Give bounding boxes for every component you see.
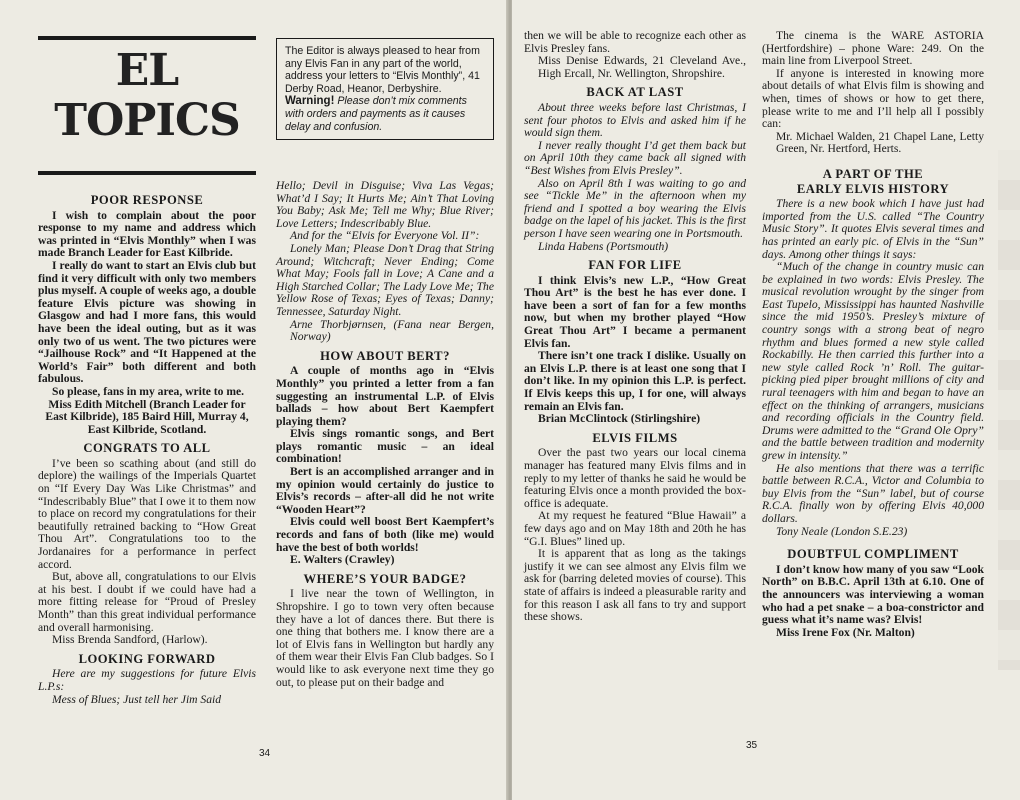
bert-p3: Bert is an accomplished arranger and in my opinion would certainly do justice to Elvis’s records – after-all did he not write “Wooden Heart”? [276, 465, 494, 516]
back-at-last-p2: I never really thought I’d get them back but on April 10th they came back all signed with “Best Wishes from Elvis Presley”. [524, 138, 746, 177]
fan-for-life-signature: Brian McClintock (Stirlingshire) [538, 412, 701, 426]
congrats-p2: But, above all, congratulations to our Elvis at his best. I doubt if we could have had a more fitting release for “Proud of Presley Month” than this great individual performance and overall harmonising. [38, 570, 256, 634]
right-page-column-2 [762, 30, 984, 639]
bert-p2: Elvis sings romantic songs, and Bert plays romantic music – an ideal combination! [276, 427, 494, 466]
heading-back-at-last: BACK AT LAST [586, 85, 684, 100]
early-history-p3: He also mentions that there was a terrific battle between R.C.A., Victor and Columbia to buy Elvis from the “Sun” label, but of course R.C.A. finally won by offering Elvis 40,000 dollars. [762, 461, 984, 525]
bert-p1: A couple of months ago in “Elvis Monthly” you printed a letter from a fan suggesting an instrumental L.P. of Elvis ballads – how about Bert Kaempfert playing them? [276, 364, 494, 428]
editor-warning-label: Warning! [285, 95, 335, 108]
left-page [0, 0, 508, 800]
suggestions-p2: And for the “Elvis for Everyone Vol. II”: [290, 229, 480, 243]
heading-doubtful-compliment: DOUBTFUL COMPLIMENT [787, 547, 959, 562]
heading-early-history-line-1: A PART OF THE [822, 166, 924, 181]
heading-elvis-films: ELVIS FILMS [592, 430, 678, 445]
editor-notice-box [276, 38, 494, 140]
suggestions-signature: Arne Thorbjørnsen, (Fana near Bergen, Norway) [290, 317, 494, 344]
fan-for-life-p2: There isn’t one track I dislike. Usually on an Elvis L.P. there is at least one song that I don’t like. In my opinion this L.P. is perfect. If Elvis keeps this up, I for one, will always remain an Elvis fan. [524, 349, 746, 413]
heading-looking-forward: LOOKING FORWARD [78, 651, 216, 666]
doubtful-compliment-p1: I don’t know how many of you saw “Look North” on B.B.C. April 13th at 6.10. One of the announcers was interviewing a woman who had a pet snake – a boa-constrictor and guess what it’s name was? Elvis! [762, 562, 984, 627]
heading-fan-for-life: FAN FOR LIFE [588, 258, 682, 273]
poor-response-p2: I really do want to start an Elvis club but find it very difficult with only two members plus myself. A couple of weeks ago, a double feature Elvis picture was showing in Glasgow and had I more fans, this would have been the ideal outing, but as it was only two of us went. The two pictures were “Jailhouse Rock” and “It Happened at the World’s Fair” both different and both fabulous. [38, 258, 256, 386]
elvis-films-p3: It is apparent that as long as the takings justify it we can see almost any Elvis film we ask for (barring deleted movies of course). This state of affairs is indeed a pleasurable rarity and for this reason I ask all fans to try and support these shows. [524, 547, 746, 624]
elvis-films-p4: The cinema is the WARE ASTORIA (Hertfordshire) – phone Ware: 249. On the main line from Liverpool Street. [762, 29, 984, 68]
bert-signature: E. Walters (Crawley) [290, 553, 395, 567]
early-history-p2: “Much of the change in country music can be explained in two words: Elvis Presley. The musical revolution wrought by the singer from East Tupelo, Mississippi has haunted Nashville since the mid 1950’s. Presley’s mixture of country songs with a strong beat of negro rhythm and blues formed a new style called Rockabilly. He then carried this further into a new style called Rock ’n’ Roll. The guitar-picking pied piper brought millions of city and rural teenagers with him and began to have an effect on the thinking of arrangers, musicians and recording officials in the Country field. Drums were admitted to the “Grand Ole Opry” and the battle between tradition and modernity grew in intensity.” [762, 260, 984, 462]
heading-poor-response: POOR RESPONSE [90, 193, 204, 207]
page-number-right: 35 [746, 740, 758, 751]
congrats-p1: I’ve been so scathing about (and still do deplore) the wailings of the Imperials Quartet on “If Every Day Was Like Christmas” and “Indescribably Blue” that I owe it to them now to place on record my congratulations for their beautifully retrained backing to “How Great Thou Art”. Congratulations too to the Jordanaires for a performance in perfect accord. [38, 456, 256, 571]
poor-response-p1: I wish to complain about the poor response to my name and address which was printed in “Elvis Monthly” when I was made Branch Leader for East Kilbride. [38, 208, 256, 260]
masthead-bottom-rule [38, 171, 256, 175]
heading-how-about-bert: HOW ABOUT BERT? [320, 348, 450, 363]
elvis-films-p5: If anyone is interested in knowing more about details of what Elvis film is showing and when, times of shows or how to get there, please write to me and I’ll help all I possibly can: [762, 66, 984, 131]
masthead [38, 40, 256, 146]
masthead-line-2: TOPICS [54, 95, 240, 146]
editor-notice-text: The Editor is always pleased to hear from any Elvis Fan in any part of the world, address your letters to “Elvis Monthly”, 41 Derby Road, Heanor, Derbyshire. [285, 45, 480, 95]
left-page-column-1 [38, 188, 256, 706]
early-history-p1: There is a new book which I have just had imported from the U.S. called “The Country Music Story”. It quotes Elvis several times and has printed an early pic. of Elvis in the “Sun” days. Among other things it says: [762, 197, 984, 261]
suggestions-p3: Lonely Man; Please Don’t Drag that String Around; Witchcraft; Never Ending; Come What May; Fools fall in Love; A Cane and a High Starched Collar; The Lady Love Me; The Yellow Rose of Texas; Eyes of Texas; Danny; Tennessee, Saturday Night. [276, 241, 494, 318]
early-history-signature: Tony Neale (London S.E.23) [776, 524, 908, 538]
congrats-signature: Miss Brenda Sandford, (Harlow). [52, 633, 208, 647]
editor-warning-text: Please don’t mix comments with orders and payments as it causes delay and confusion. [285, 95, 467, 133]
back-at-last-p3: Also on April 8th I was waiting to go and see “Tickle Me” in the afternoon when my friend and I spotted a boy wearing the Elvis badge on the lapel of his jacket. This is the first person I have seen wearing one in Portsmouth. [524, 176, 746, 240]
badge-signature: Miss Denise Edwards, 21 Cleveland Ave., High Ercall, Nr. Wellington, Shropshire. [538, 54, 746, 80]
elvis-films-p2: At my request he featured “Blue Hawaii” a few days ago and on May 18th and 20th he has “G.I. Blues” lined up. [524, 509, 746, 548]
masthead-line-1: EL [115, 45, 179, 96]
badge-p1: I live near the town of Wellington, in Shropshire. I go to town very often because they have a lot of dances there. But there is one thing that bothers me. I know there are a lot of Elvis fans in Wellington but hardly any of them wear their Elvis Fan Club badges. So I would like to ask everyone next time they go out, to please put on their badge and [276, 587, 494, 689]
heading-early-history-line-2: EARLY ELVIS HISTORY [796, 181, 950, 196]
fan-for-life-p1: I think Elvis’s new L.P., “How Great Thou Art” is the best he has ever done. I have been a sort of fan for a few months now, but when my brother played “How Great Thou Art” I became a permanent Elvis fan. [524, 273, 746, 350]
bert-p4: Elvis could well boost Bert Kaempfert’s records and fans of both (like me) would have the best of both worlds! [276, 515, 494, 554]
badge-p2: then we will be able to recognize each other as Elvis Presley fans. [524, 29, 746, 55]
elvis-films-signature: Mr. Michael Walden, 21 Chapel Lane, Letty Green, Nr. Hertford, Herts. [776, 129, 984, 156]
page-number-left: 34 [259, 748, 271, 759]
right-page-column-1 [524, 30, 746, 624]
left-page-column-2 [276, 180, 494, 689]
show-through-shadow [998, 150, 1020, 670]
heading-wheres-your-badge: WHERE’S YOUR BADGE? [303, 571, 467, 586]
back-at-last-signature: Linda Habens (Portsmouth) [538, 239, 669, 253]
doubtful-compliment-signature: Miss Irene Fox (Nr. Malton) [776, 625, 915, 639]
poor-response-signature: Miss Edith Mitchell (Branch Leader for East Kilbride), 185 Baird Hill, Murray 4, East Kilbride, Scotland. [45, 397, 249, 436]
suggestions-p1: Hello; Devil in Disguise; Viva Las Vegas; What’d I Say; It Hurts Me; Ain’t That Loving You Baby; Ask Me; Tell me Why; Blue River; Love Letters; Indescribably Blue. [276, 179, 494, 230]
elvis-films-p1: Over the past two years our local cinema manager has featured many Elvis films and in reply to my letter of thanks he said he would be featuring Elvis once a month provided the box-office is adequate. [524, 446, 746, 510]
back-at-last-p1: About three weeks before last Christmas, I sent four photos to Elvis and asked him if he would sign them. [524, 100, 746, 140]
right-page [512, 0, 1020, 800]
looking-forward-p1: Here are my suggestions for future Elvis L.P.s: [38, 667, 256, 693]
heading-congrats: CONGRATS TO ALL [83, 441, 211, 456]
looking-forward-p2: Mess of Blues; Just tell her Jim Said [52, 692, 222, 706]
poor-response-p3: So please, fans in my area, write to me. [52, 384, 245, 398]
